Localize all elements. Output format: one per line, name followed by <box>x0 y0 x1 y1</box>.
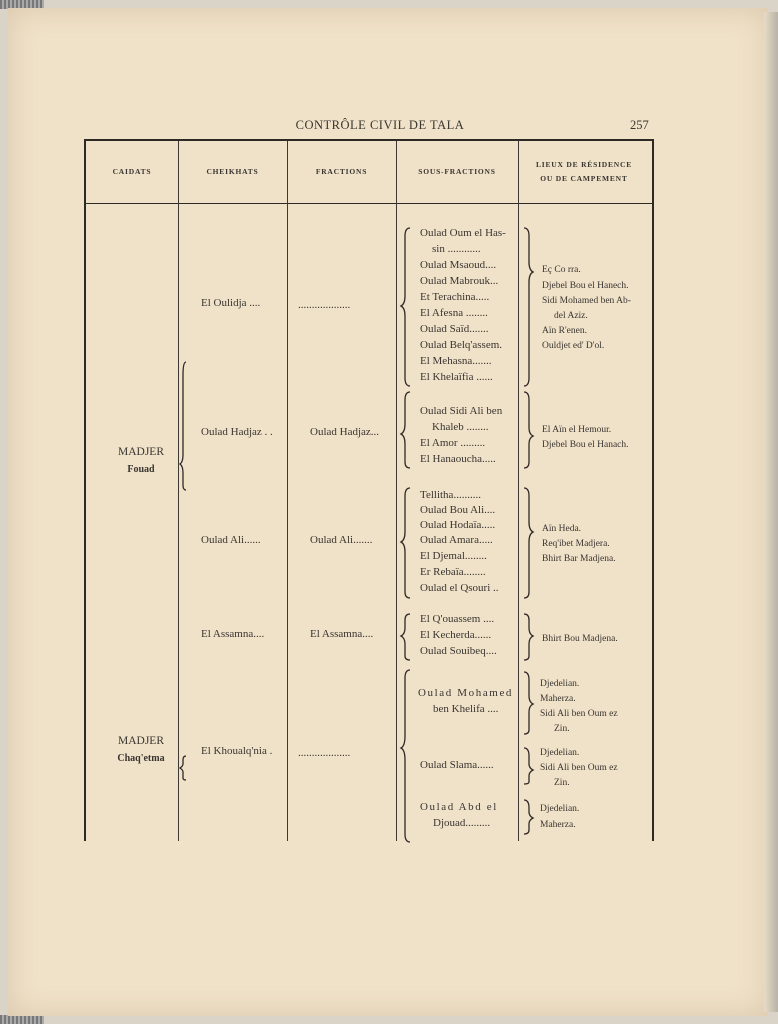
lieu-residence: Sidi Ali ben Oum ez <box>540 763 618 773</box>
col-header-lieux-line1: LIEUX DE RÉSIDENCE <box>535 160 633 169</box>
lieu-residence: Bhirt Bou Madjena. <box>542 634 618 644</box>
sous-fraction: Tellitha.......... <box>420 489 481 501</box>
sous-fraction: El Djemal........ <box>420 550 487 562</box>
fraction: ................... <box>298 299 351 311</box>
sous-fraction: El Hanaoucha..... <box>420 453 496 465</box>
lieu-residence: Djebel Bou el Hanech. <box>542 281 629 291</box>
lieu-residence: Djebel Bou el Hanach. <box>542 440 629 450</box>
cheikhat: Oulad Ali...... <box>201 534 261 546</box>
col-header-cheikhats: CHEIKHATS <box>206 167 259 176</box>
sous-fraction: El Mehasna....... <box>420 355 492 367</box>
group-brace <box>401 488 410 598</box>
sous-fraction: Oulad Abd el <box>420 801 498 813</box>
col-header-caidats: CAIDATS <box>112 167 152 176</box>
sous-fraction: Oulad Mabrouk... <box>420 275 499 287</box>
sous-fraction: Oulad Belq'assem. <box>420 339 503 351</box>
group-brace-right <box>524 614 533 660</box>
page-title: CONTRÔLE CIVIL DE TALA <box>295 118 465 132</box>
sous-fraction: Oulad Saïd....... <box>420 323 489 335</box>
group-brace-right <box>524 800 533 834</box>
group-brace-right <box>524 748 533 784</box>
sous-fraction: El Khelaïfia ...... <box>420 371 493 383</box>
fraction: El Assamna.... <box>310 628 374 640</box>
sous-fraction: Oulad Sidi Ali ben <box>420 405 503 417</box>
lieu-residence: Sidi Mohamed ben Ab- <box>542 296 631 306</box>
caidat-name: MADJER <box>117 446 164 458</box>
group-brace <box>401 392 410 468</box>
col-header-fractions: FRACTIONS <box>315 167 368 176</box>
sous-fraction: Er Rebaïa........ <box>420 566 486 578</box>
caidat-sub: Chaq'etma <box>117 753 165 764</box>
lieu-residence: Bhirt Bar Madjena. <box>542 554 616 564</box>
lieu-residence: Sidi Ali ben Oum ez <box>540 709 618 719</box>
lieu-residence: Ouldjet ed' D'ol. <box>542 341 605 351</box>
lieu-residence: Djedelian. <box>540 679 580 689</box>
group-brace <box>401 614 410 660</box>
lieu-residence: Aïn R'enen. <box>542 326 587 336</box>
page-number: 257 <box>630 118 649 132</box>
sous-fraction: ben Khelifa .... <box>433 703 499 715</box>
sous-fraction: Khaleb ........ <box>432 421 489 433</box>
cheikhat: El Assamna.... <box>201 628 265 640</box>
lieu-residence: El Aïn el Hemour. <box>542 425 612 435</box>
sous-fraction: El Afesna ........ <box>420 307 488 319</box>
lieu-residence: Zin. <box>554 778 570 788</box>
sous-fraction: Oulad Amara..... <box>420 534 493 546</box>
group-brace-right <box>524 488 533 598</box>
lieu-residence: Eç Co rra. <box>542 265 581 275</box>
lieu-residence: Req'ibet Madjera. <box>542 539 610 549</box>
caidat-brace <box>180 756 186 780</box>
group-brace <box>401 228 410 386</box>
sous-fraction: Et Terachina..... <box>420 291 490 303</box>
col-header-sous-fractions: SOUS-FRACTIONS <box>418 167 496 176</box>
caidat-brace <box>180 362 186 490</box>
col-header-lieux-line2: OU DE CAMPEMENT <box>540 174 628 183</box>
lieu-residence: Maherza. <box>540 694 576 704</box>
group-brace <box>401 670 410 842</box>
fraction: Oulad Ali....... <box>310 534 373 546</box>
sous-fraction: Oulad Hodaïa..... <box>420 519 496 531</box>
sous-fraction: El Q'ouassem .... <box>420 613 495 625</box>
sous-fraction: Oulad Oum el Has- <box>420 227 506 239</box>
caidat-name: MADJER <box>117 735 164 747</box>
lieu-residence: Djedelian. <box>540 804 580 814</box>
sous-fraction: Oulad Bou Ali.... <box>420 504 496 516</box>
cheikhat: El Oulidja .... <box>201 297 261 309</box>
sous-fraction: Oulad Slama...... <box>420 759 494 771</box>
sous-fraction: El Kecherda...... <box>420 629 492 641</box>
lieu-residence: del Aziz. <box>554 311 588 321</box>
sous-fraction: Djouad......... <box>433 817 491 829</box>
lieu-residence: Zin. <box>554 724 570 734</box>
lieu-residence: Aïn Heda. <box>542 524 582 534</box>
caidat-sub: Fouad <box>127 464 155 475</box>
lieu-residence: Maherza. <box>540 820 576 830</box>
cheikhat: El Khoualq'nia . <box>201 745 273 757</box>
group-brace-right <box>524 672 533 734</box>
group-brace-right <box>524 228 533 386</box>
sous-fraction: El Amor ......... <box>420 437 486 449</box>
sous-fraction: sin ............ <box>432 243 481 255</box>
group-brace-right <box>524 392 533 468</box>
fraction: Oulad Hadjaz... <box>310 426 380 438</box>
sous-fraction: Oulad Mohamed <box>418 687 514 699</box>
sous-fraction: Oulad el Qsouri .. <box>420 582 499 594</box>
sous-fraction: Oulad Souibeq.... <box>420 645 497 657</box>
lieu-residence: Djedelian. <box>540 748 580 758</box>
cheikhat: Oulad Hadjaz . . <box>201 426 273 438</box>
sous-fraction: Oulad Msaoud.... <box>420 259 497 271</box>
fraction: ................... <box>298 747 351 759</box>
